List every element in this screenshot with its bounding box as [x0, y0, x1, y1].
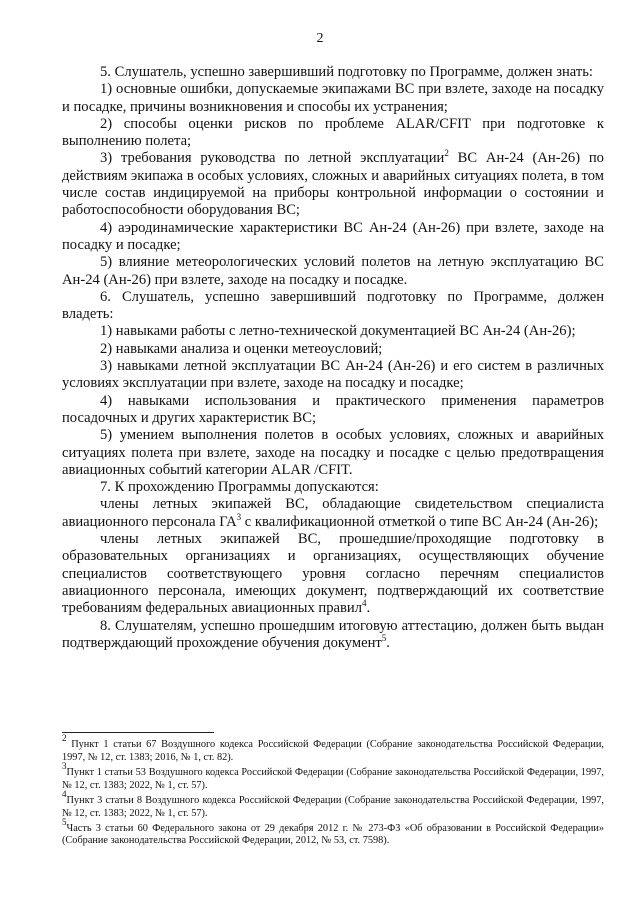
document-body	[62, 64, 604, 652]
footnote	[62, 816, 604, 848]
paragraph-6-item-2: 2) навыками анализа и оценки метеоусловий;	[100, 340, 383, 357]
text-run: члены летных экипажей ВС, обладающие свидетельством специалиста авиационного персонала ГА	[62, 496, 604, 530]
footnote	[62, 788, 604, 820]
paragraph-5-item-1: 1) основные ошибки, допускаемые экипажами ВС при взлете, заходе на посадку и посадке, причины возникновения и способы их устранения;	[62, 81, 604, 115]
text-run: .	[366, 600, 371, 617]
paragraph-5-item-4: 4) аэродинамические характеристики ВС Ан-24 (Ан-26) при взлете, заходе на посадку и посадке;	[62, 219, 604, 253]
text-run: .	[386, 634, 390, 651]
footnotes	[62, 733, 605, 850]
footnote-text: Пункт 1 статьи 67 Воздушного кодекса Российской Федерации (Собрание законодательства Российской Федерации, 1997, № 12, ст. 1383; 2016, № 1, ст. 82).	[62, 739, 605, 763]
text-run: с квалификационной отметкой о типе ВС Ан-24 (Ан-26);	[244, 513, 599, 530]
footnote-text: Пункт 1 статьи 53 Воздушного кодекса Российской Федерации (Собрание законодательства Российской Федерации, 1997, № 12, ст. 1383; 2022, № 1, ст. 57).	[62, 766, 604, 791]
paragraph-6-item-5: 5) умением выполнения полетов в особых условиях, сложных и аварийных ситуациях полета при взлете, заходе на посадку и посадке с целью предотвращения авиационных событий категории ALAR /CFIT.	[62, 427, 604, 478]
footnote-ref: 4	[362, 598, 367, 609]
paragraph-7: 7. К прохождению Программы допускаются:	[100, 479, 379, 496]
paragraph-6: 6. Слушатель, успешно завершивший подготовку по Программе, должен владеть:	[62, 288, 604, 323]
footnote-text: Пункт 3 статьи 8 Воздушного кодекса Российской Федерации (Собрание законодательства Российской Федерации, 1997, № 12, ст. 1383; 2022, № 1, ст. 57).	[62, 794, 604, 819]
paragraph-5-item-2: 2) способы оценки рисков по проблеме ALAR/CFIT при подготовке к выполнению полета;	[62, 115, 604, 150]
footnote-divider	[62, 732, 214, 733]
footnote	[62, 733, 605, 764]
footnote-ref: 5	[381, 632, 387, 643]
paragraph-5-item-5: 5) влияние метеорологических условий полетов на летную эксплуатацию ВС Ан-24 (Ан-26) при взлете, заходе на посадку и посадке.	[62, 254, 604, 288]
paragraph-6-item-3: 3) навыками летной эксплуатации ВС Ан-24 (Ан-26) и его систем в различных условиях эксплуатации при взлете, заходе на посадку и посадке;	[62, 358, 604, 392]
footnote-mark: 3	[62, 760, 67, 771]
paragraph-7-item-1	[62, 496, 604, 531]
paragraph-5: 5. Слушатель, успешно завершивший подготовку по Программе, должен знать:	[100, 64, 593, 80]
text-run: члены летных экипажей ВС, прошедшие/проходящие подготовку в образовательных организациях и организациях, осуществляющих обучение специалистов соответствующего уровня согласно перечням специалистов авиационного персонала, имеющих документ, подтверждающий их соответствие требованиям федеральных авиационных правил	[62, 531, 604, 617]
footnote-ref: 3	[236, 511, 242, 522]
footnote-ref: 2	[444, 148, 449, 159]
footnote-text: Часть 3 статьи 60 Федерального закона от 29 декабря 2012 г. № 273-ФЗ «Об образовании в Российской Федерации» (Собрание законодательства Российской Федерации, 2012, № 53, ст. 7598).	[62, 822, 604, 847]
footnote-mark: 4	[62, 788, 67, 799]
footnote-mark: 5	[62, 816, 67, 827]
text-run: ВС Ан-24 (Ан-26) по действиям экипажа в особых условиях, сложных и аварийных ситуациях полета, в том числе состав индицируемой на приборы контрольной информации о состоянии и работоспособности оборудования ВС;	[62, 150, 604, 219]
footnote-mark: 2	[62, 733, 67, 743]
paragraph-8	[62, 618, 604, 653]
text-run: 8. Слушателям, успешно прошедшим итоговую аттестацию, должен быть выдан подтверждающий прохождение обучения документ	[62, 617, 604, 651]
paragraph-6-item-4: 4) навыками использования и практического применения параметров посадочных и других характеристик ВС;	[62, 392, 604, 426]
text-run: 3) требования руководства по летной эксплуатации	[100, 150, 445, 167]
paragraph-7-item-2	[62, 531, 604, 617]
footnote	[62, 760, 604, 792]
paragraph-5-item-3	[62, 150, 604, 219]
page-number: 2	[316, 31, 324, 46]
paragraph-6-item-1: 1) навыками работы с летно-технической документацией ВС Ан-24 (Ан-26);	[100, 323, 576, 340]
